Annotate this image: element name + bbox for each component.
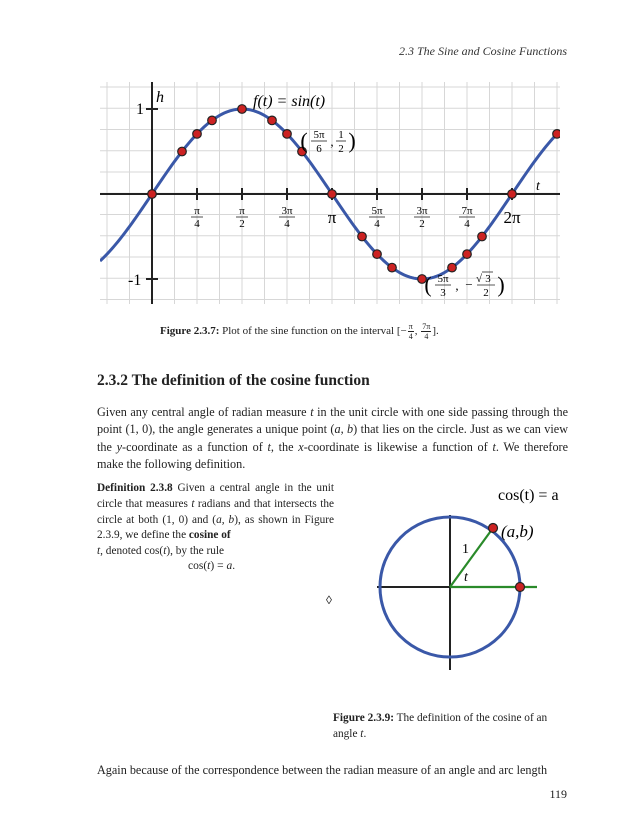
sine-point	[508, 190, 517, 199]
x-tick-3pi-over-2	[414, 205, 430, 230]
sine-point	[238, 105, 247, 114]
svg-text:5π: 5π	[371, 205, 383, 217]
x-tick-5pi-over-4	[369, 205, 385, 230]
x-tick-2pi: 2π	[503, 208, 521, 227]
definition-2-3-8: Definition 2.3.8 Given a central angle in the unit circle that measures t radians and that intersects the circle at both (1, 0) and (a, b), as shown in Figure 2.3.9, we define the cosine of t, denoted cos(t), by the rule	[97, 482, 335, 558]
x-tick-pi: π	[327, 208, 337, 227]
x-tick-pi-over-2	[236, 205, 248, 230]
svg-text:,: ,	[455, 278, 459, 293]
sine-point	[283, 130, 292, 139]
sine-plot	[100, 82, 560, 304]
svg-text:4: 4	[374, 218, 380, 230]
sine-point	[448, 263, 457, 272]
svg-text:6: 6	[316, 143, 322, 155]
svg-text:5π: 5π	[313, 129, 325, 141]
svg-text:): )	[497, 272, 505, 297]
point-1-0	[516, 583, 525, 592]
x-tick-7pi-over-4	[459, 205, 475, 230]
svg-text:−: −	[465, 277, 473, 292]
section-title: 2.3.2 The definition of the cosine function	[97, 372, 370, 389]
sine-point	[148, 190, 157, 199]
cos-equation: cos(t) = a	[498, 487, 559, 504]
sine-point	[478, 232, 487, 241]
svg-text:1: 1	[338, 129, 344, 141]
running-head: 2.3 The Sine and Cosine Functions	[399, 44, 567, 58]
sine-point	[358, 232, 367, 241]
radius-label: 1	[462, 542, 469, 557]
sine-point	[373, 250, 382, 259]
svg-text:7π: 7π	[461, 205, 473, 217]
t-axis-label: t	[536, 179, 540, 194]
svg-text:4: 4	[284, 218, 290, 230]
svg-text:4: 4	[194, 218, 200, 230]
angle-label: t	[464, 570, 468, 585]
radius-segment	[450, 528, 493, 587]
svg-text:3: 3	[485, 273, 491, 285]
svg-text:3: 3	[440, 287, 446, 299]
y-tick-1: 1	[136, 101, 144, 118]
svg-text:π: π	[239, 205, 245, 217]
point-a-b-label: (a,b)	[501, 522, 534, 541]
x-tick-pi-over-4	[191, 205, 203, 230]
sine-point	[388, 263, 397, 272]
svg-text:4: 4	[464, 218, 470, 230]
sine-point	[553, 130, 560, 139]
svg-text:3π: 3π	[281, 205, 293, 217]
svg-text:2: 2	[483, 287, 489, 299]
svg-text:2: 2	[338, 143, 344, 155]
sine-point	[178, 147, 187, 156]
svg-text:(: (	[300, 128, 308, 153]
caption-label: Figure 2.3.7:	[160, 325, 220, 338]
function-label: f(t) = sin(t)	[253, 93, 326, 110]
sine-point	[463, 250, 472, 259]
sine-point	[208, 116, 217, 125]
sine-point	[328, 190, 337, 199]
svg-text:2: 2	[239, 218, 245, 230]
sine-point	[268, 116, 277, 125]
figure-2-3-9-caption: Figure 2.3.9: The definition of the cosine of an angle t.	[333, 712, 548, 740]
intro-paragraph: Given any central angle of radian measure t in the unit circle with one side passing through the point (1, 0), the angle generates a unique point (a, b) that lies on the circle. Just as we can view the y-coordinate as a function of t, the x-coordinate is likewise a function of t. We therefore make the following definition.	[97, 405, 569, 472]
svg-text:2: 2	[419, 218, 425, 230]
point-a-b	[489, 524, 498, 533]
svg-text:π: π	[194, 205, 200, 217]
sine-point	[193, 130, 202, 139]
x-tick-3pi-over-4	[279, 205, 295, 230]
svg-text:,: ,	[330, 134, 334, 149]
svg-text:√: √	[475, 273, 483, 285]
h-axis-label: h	[156, 89, 164, 106]
figure-2-3-7-caption: Figure 2.3.7: Plot of the sine function on the interval [− $\frac{\pi}{4}$ , $\frac{7\pi}{4}$ ].	[160, 322, 439, 341]
svg-text:3π: 3π	[416, 205, 428, 217]
page-number: 119	[549, 787, 567, 801]
y-tick-neg1: -1	[128, 272, 142, 289]
closing-paragraph: Again because of the correspondence between the radian measure of an angle and arc length	[97, 763, 548, 777]
svg-text:(: (	[424, 272, 432, 297]
cosine-definition-formula: cos(t) = a.	[188, 560, 236, 572]
definition-end-mark: ◊	[326, 593, 332, 607]
svg-text:5π: 5π	[437, 273, 449, 285]
unit-circle-figure	[355, 480, 575, 680]
svg-text:): )	[348, 128, 356, 153]
